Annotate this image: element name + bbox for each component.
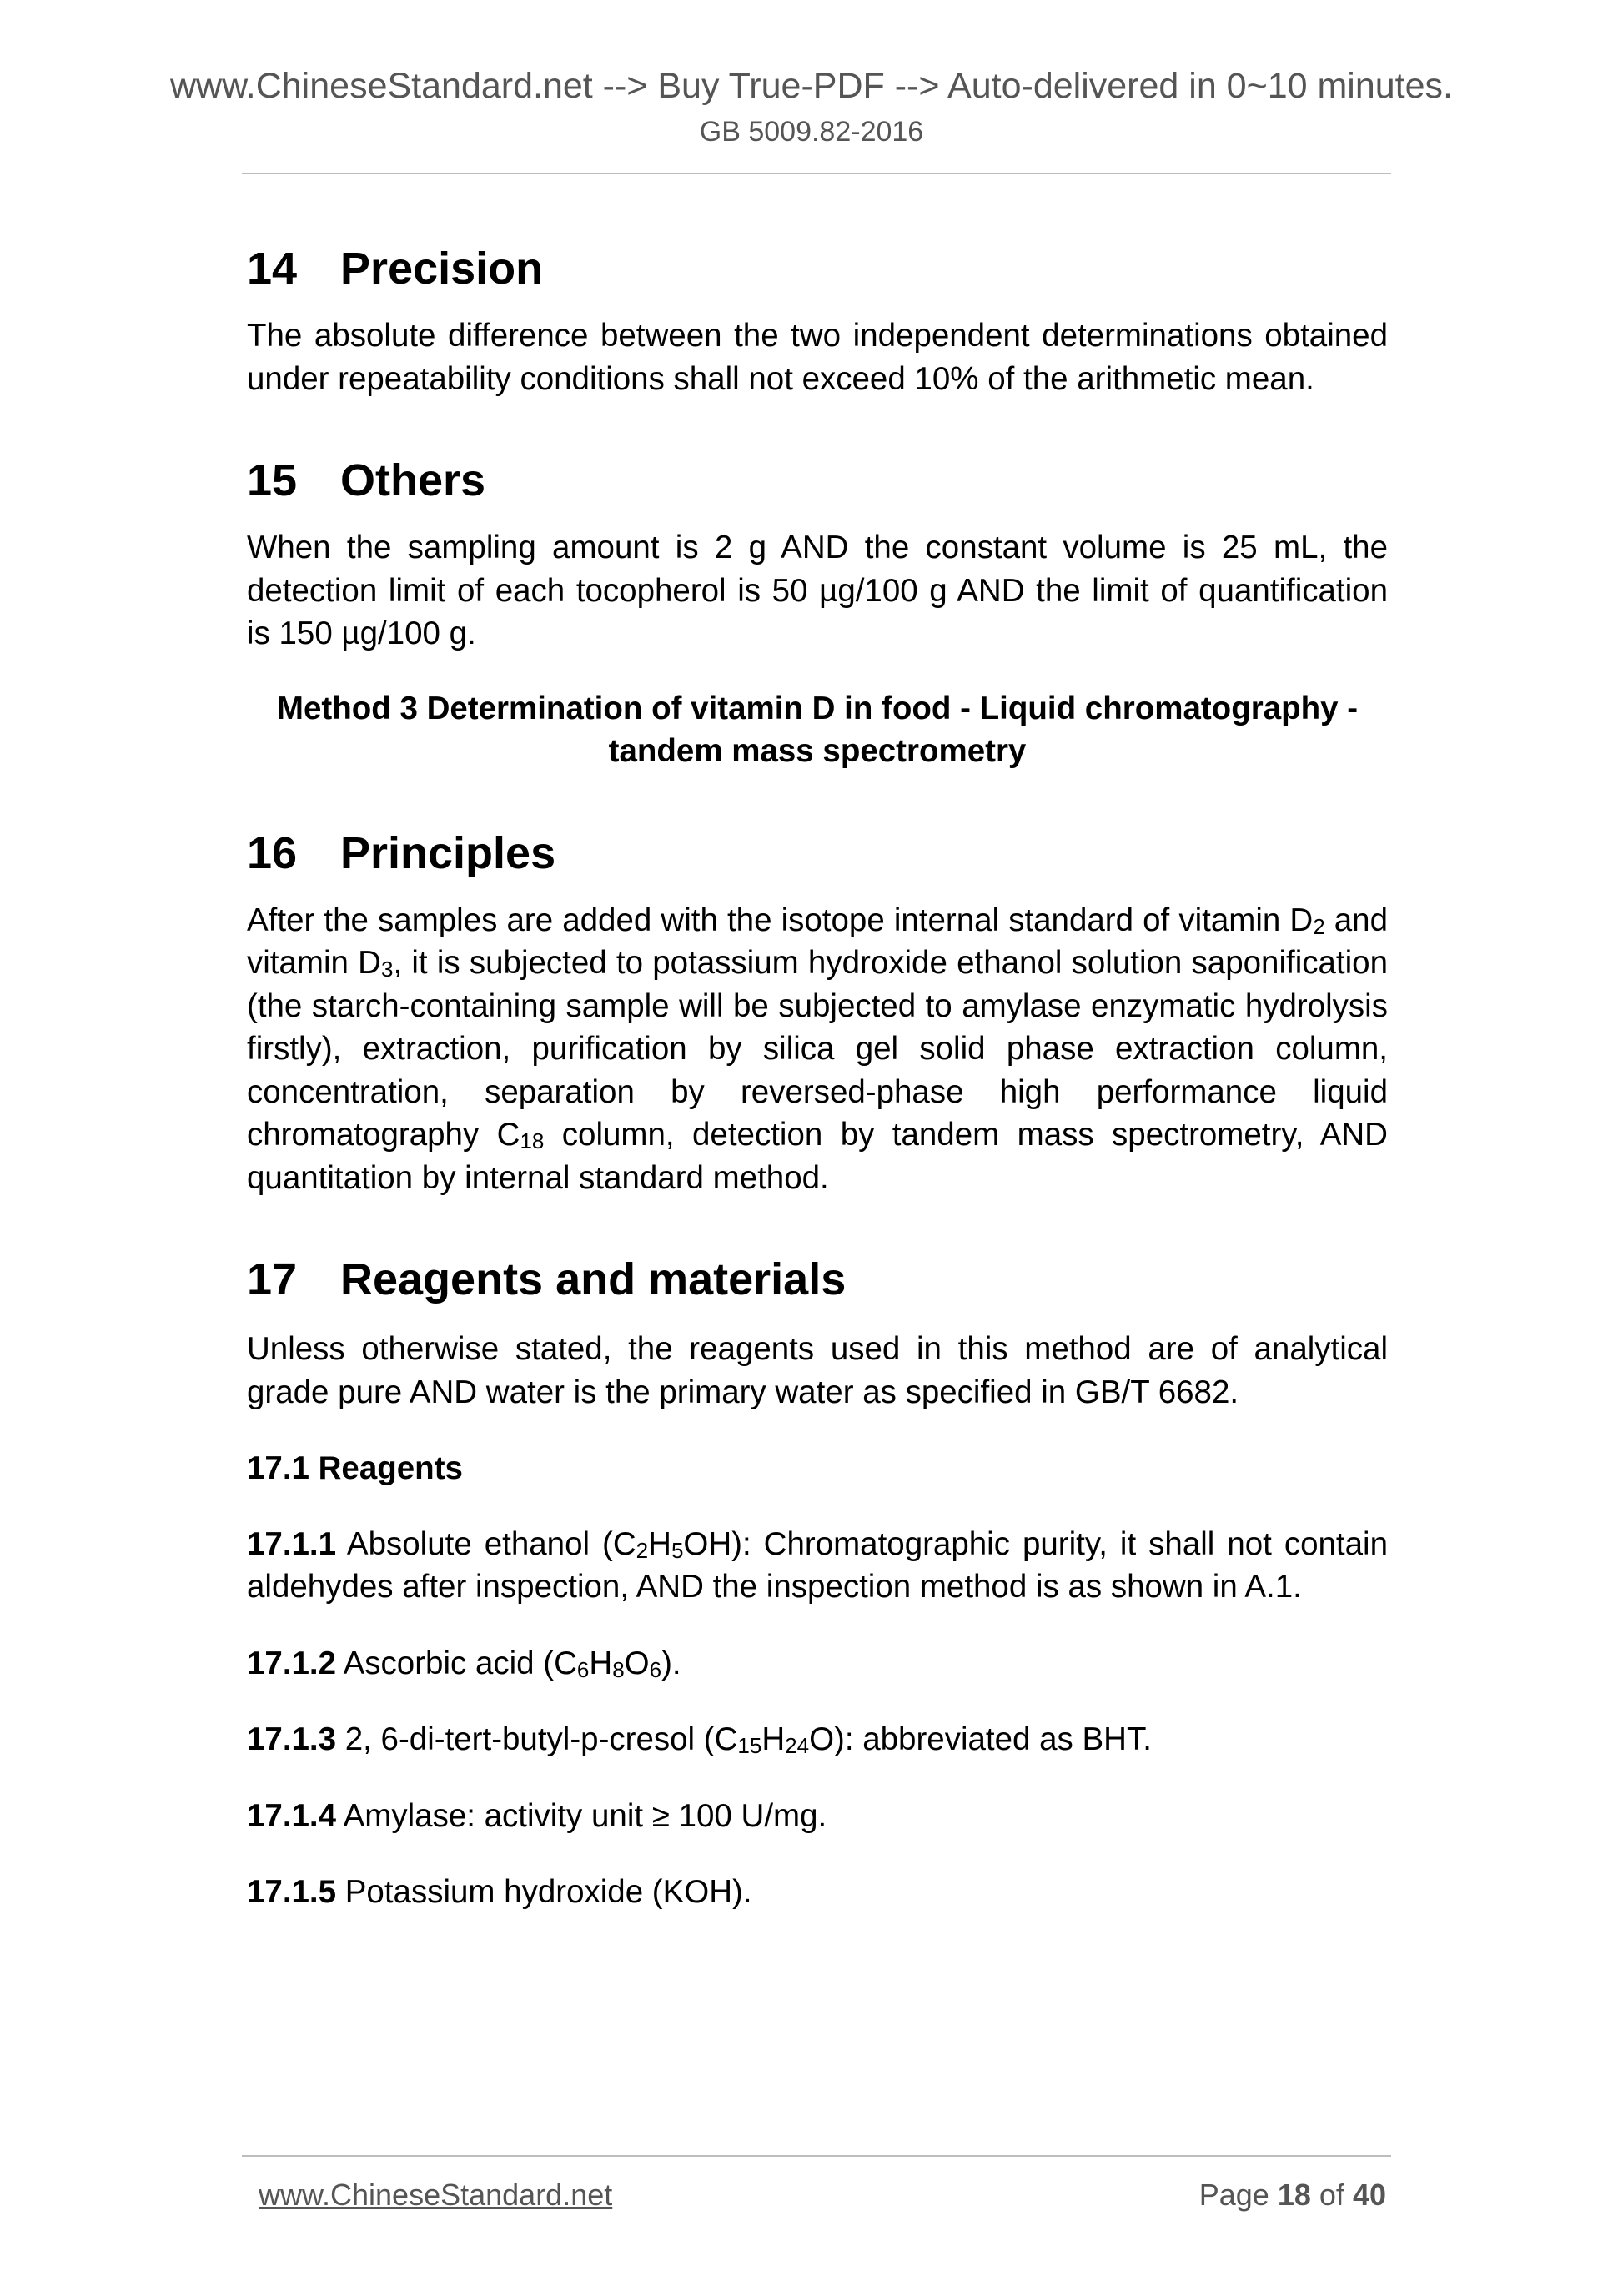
reagent-item: 17.1.3 2, 6-di-tert-butyl-p-cresol (C15H24O): abbreviated as BHT. — [247, 1721, 1152, 1758]
method-title-line1: Method 3 Determination of vitamin D in food - Liquid chromatography - — [276, 690, 1359, 726]
section-heading-14 — [247, 227, 1388, 310]
section-heading-17 — [247, 1238, 1388, 1321]
section-number: 16 — [247, 827, 298, 878]
page-content — [247, 227, 1388, 1914]
reagent-item: 17.1.5 Potassium hydroxide (KOH). — [247, 1874, 752, 1910]
header-divider — [242, 173, 1391, 174]
footer-divider — [242, 2155, 1391, 2157]
section-title: Others — [340, 455, 486, 505]
page-number: Page 18 of 40 — [1198, 2178, 1386, 2212]
reagent-item: 17.1.2 Ascorbic acid (C6H8O6). — [247, 1645, 681, 1682]
reagent-item: 17.1.1 Absolute ethanol (C2H5OH): Chromatographic purity, it shall not contain aldehydes after inspection, AND the inspection method is as shown in A.1. — [247, 1525, 1388, 1605]
method-title-line2: tandem mass spectrometry — [608, 733, 1027, 769]
reagent-item: 17.1.4 Amylase: activity unit ≥ 100 U/mg. — [247, 1797, 827, 1834]
section-title: Precision — [340, 244, 544, 294]
section-number: 17 — [247, 1254, 298, 1304]
section-17-text: Unless otherwise stated, the reagents used in this method are of analytical grade pure AND water is the primary water as specified in GB/T 6682. — [247, 1331, 1388, 1410]
footer-website-link[interactable]: www.ChineseStandard.net — [259, 2178, 613, 2212]
section-number: 14 — [247, 244, 298, 294]
section-heading-16 — [247, 811, 1388, 895]
section-heading-15 — [247, 439, 1388, 522]
subsection-heading-17-1: 17.1 Reagents — [247, 1450, 463, 1486]
section-14-text: The absolute difference between the two independent determinations obtained under repeatability conditions shall not exceed 10% of the arithmetic mean. — [247, 318, 1388, 397]
header-banner: www.ChineseStandard.net --> Buy True-PDF --> Auto-delivered in 0~10 minutes. — [169, 66, 1453, 106]
section-title: Reagents and materials — [340, 1254, 847, 1304]
section-16-text: After the samples are added with the isotope internal standard of vitamin D2 and vitamin D3, it is subjected to potassium hydroxide ethanol solution saponification (the starch-containing sample will be subjected to amylase enzymatic hydrolysis firstly), extraction, purification by silica gel solid phase extraction column, concentration, separation by reversed-phase high performance liquid chromatography C18 column, detection by tandem mass spectrometry, AND quantitation by internal standard method. — [247, 902, 1388, 1196]
method-title — [247, 687, 1388, 773]
section-title: Principles — [340, 827, 556, 878]
section-number: 15 — [247, 455, 298, 505]
header-standard-number: GB 5009.82-2016 — [699, 116, 924, 148]
section-15-text: When the sampling amount is 2 g AND the constant volume is 25 mL, the detection limit of each tocopherol is 50 µg/100 g AND the limit of quantification is 150 µg/100 g. — [247, 530, 1388, 651]
